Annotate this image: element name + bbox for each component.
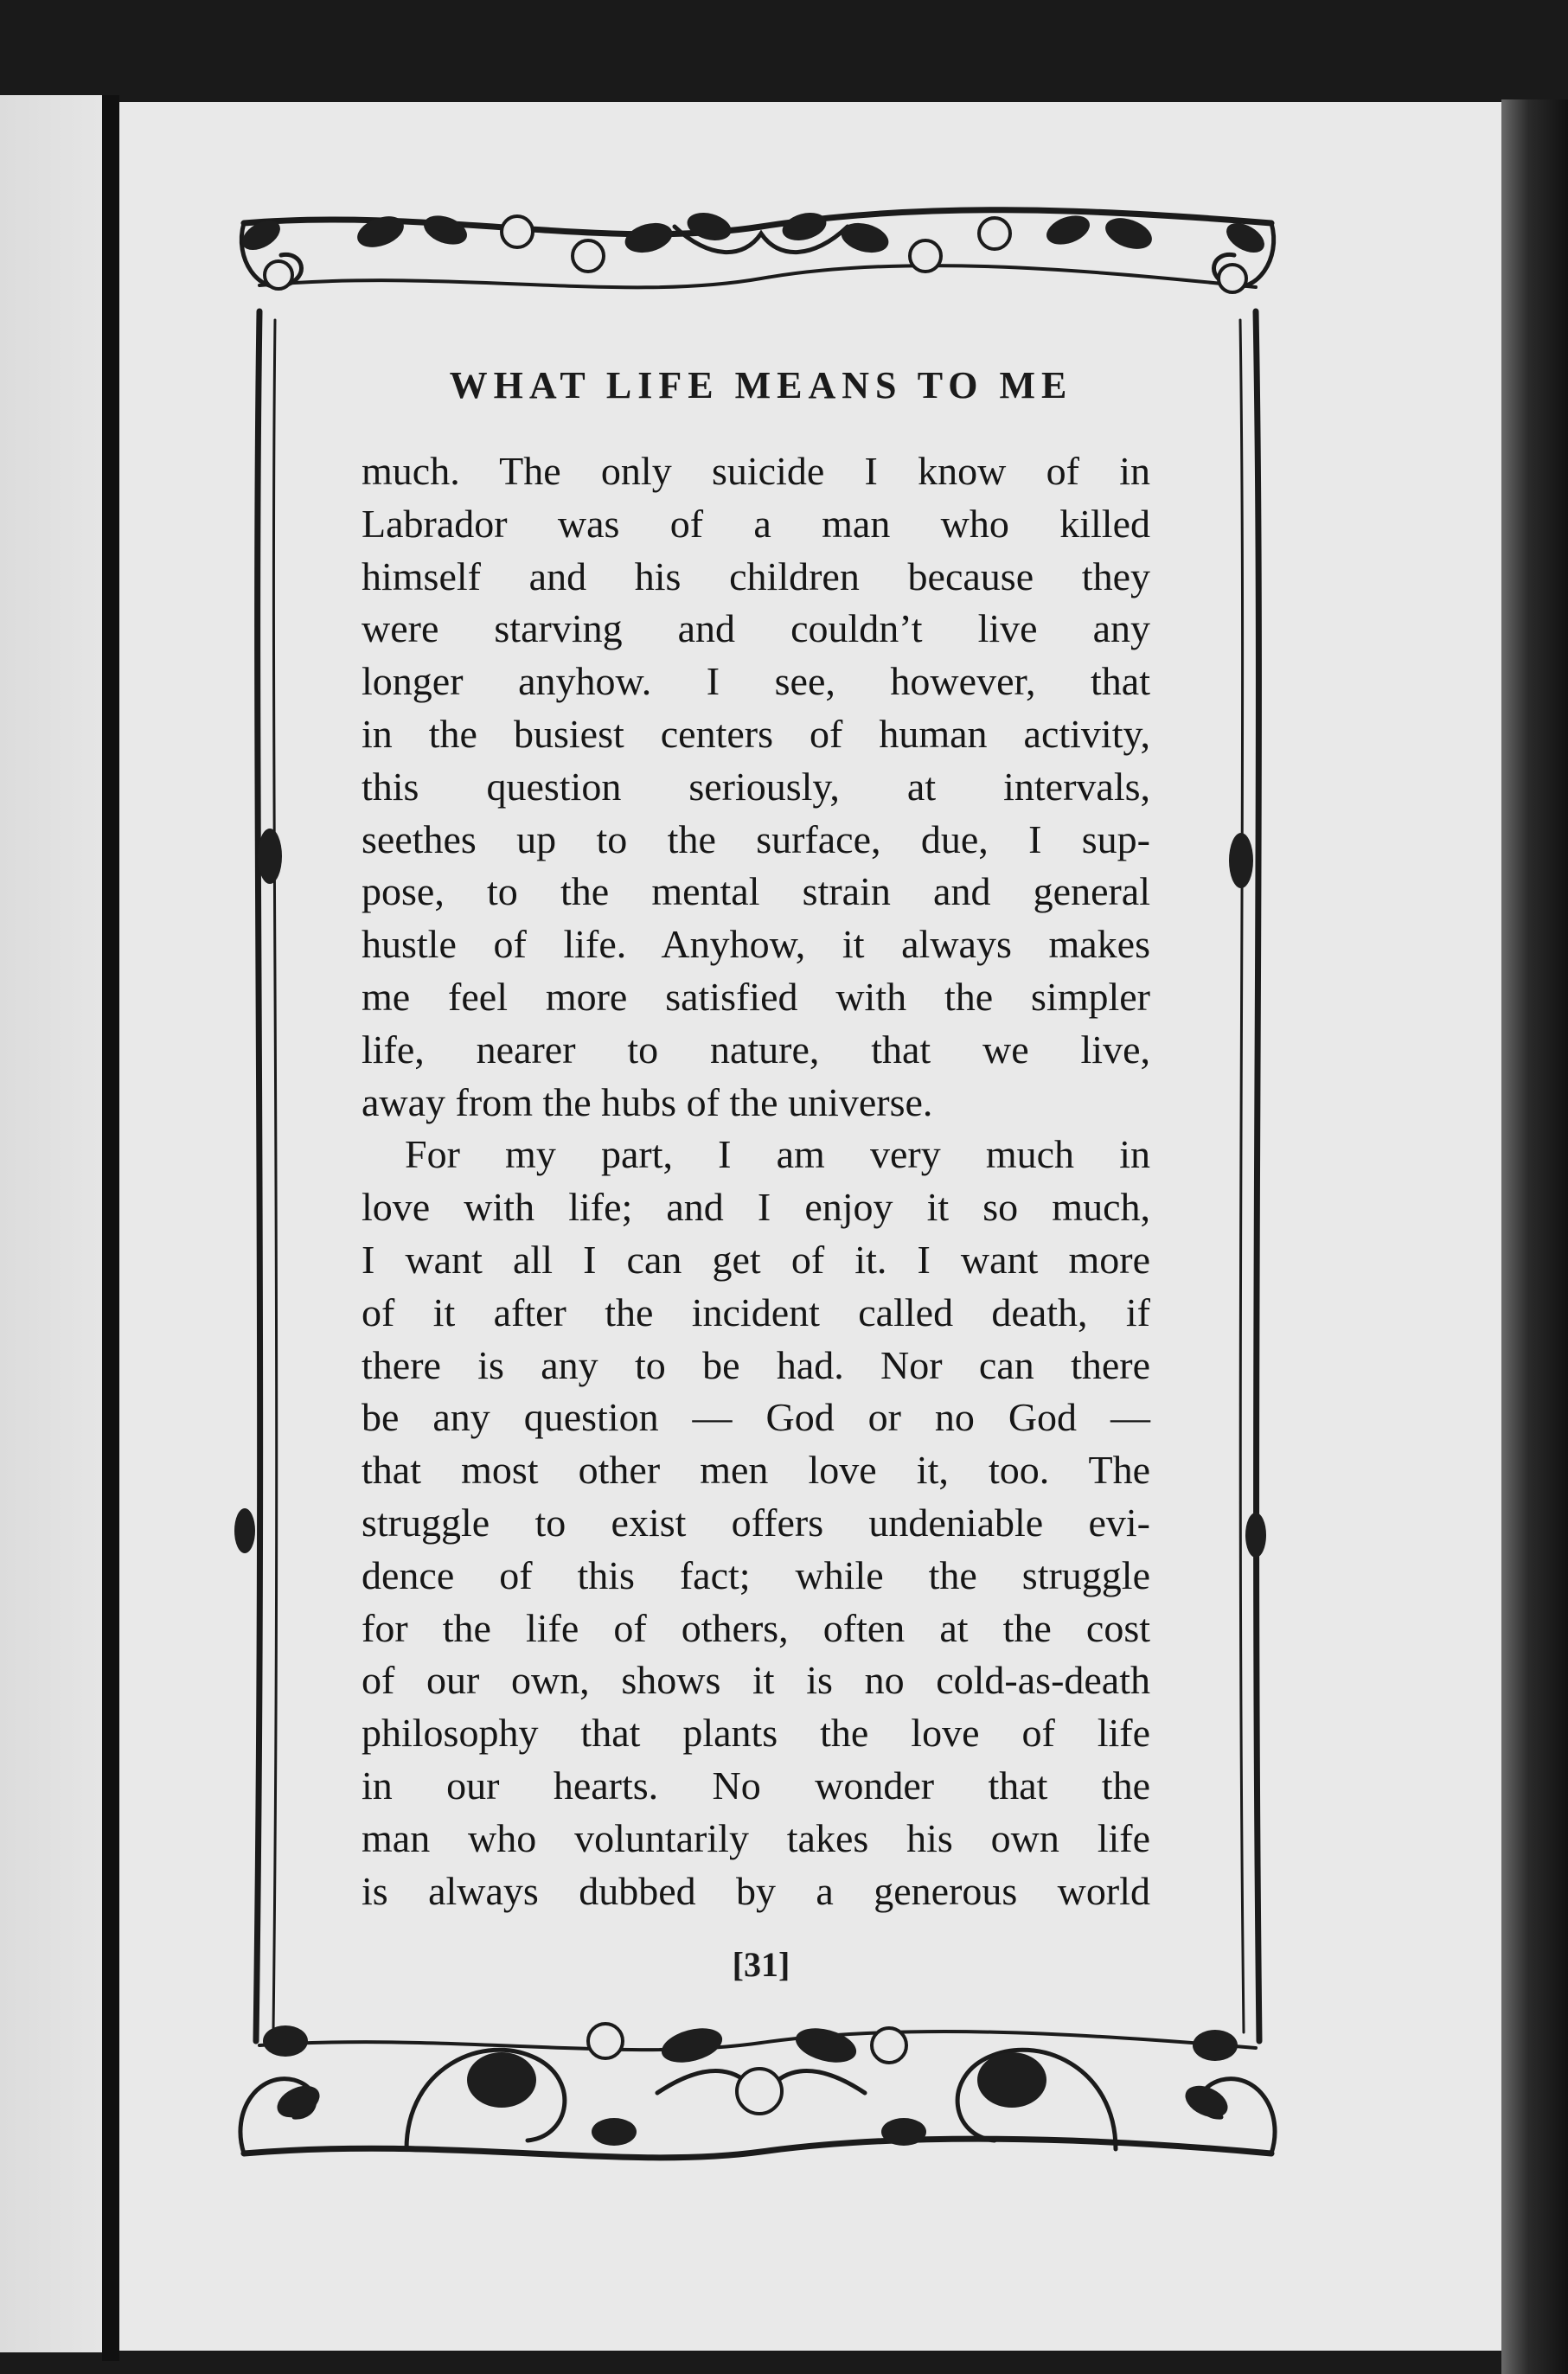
leaf-ornament	[1101, 212, 1156, 254]
text-line: hustle of life. Anyhow, it always makes	[362, 922, 1150, 967]
leaf-ornament	[592, 2118, 637, 2146]
text-line: dence of this fact; while the struggle	[362, 1552, 1150, 1597]
rose-ornament	[573, 240, 604, 272]
text-line: I want all I can get of it. I want more	[362, 1237, 1150, 1282]
text-line: for the life of others, often at the cost	[362, 1605, 1150, 1650]
leaf-ornament	[353, 210, 408, 253]
leaf-ornament	[1193, 2030, 1238, 2061]
leaf-ornament	[838, 218, 892, 257]
leaf-ornament	[263, 2025, 308, 2057]
rose-ornament	[979, 218, 1010, 249]
rose-ornament	[737, 2069, 782, 2114]
text-line: Labrador was of a man who killed	[362, 501, 1150, 546]
text-line: were starving and couldn’t live any	[362, 606, 1150, 651]
rose-ornament	[872, 2028, 906, 2063]
leaf-ornament	[881, 2118, 926, 2146]
top-border-band-inner	[259, 266, 1256, 287]
text-line: in the busiest centers of human activity,	[362, 711, 1150, 756]
body-text	[362, 445, 1150, 1917]
leaf-ornament	[258, 829, 282, 884]
text-line: longer anyhow. I see, however, that	[362, 659, 1150, 704]
text-line: much. The only suicide I know of in	[362, 449, 1150, 493]
text-line: life, nearer to nature, that we live,	[362, 1027, 1150, 1072]
page-number: [31]	[732, 1945, 790, 1984]
text-line: is always dubbed by a generous world	[362, 1868, 1150, 1913]
rose-ornament	[1219, 265, 1246, 292]
rose-ornament	[265, 261, 292, 289]
leaf-ornament	[658, 2022, 726, 2068]
paragraph-start-line: For my part, I am very much in	[405, 1132, 1150, 1177]
left-border-rail-inner	[273, 320, 277, 2032]
leaf-ornament	[234, 1508, 255, 1553]
rose-ornament	[910, 240, 941, 272]
right-border-rail	[1256, 311, 1259, 2041]
bottom-border-band-inner	[259, 2032, 1256, 2050]
text-line: be any question — God or no God —	[362, 1395, 1150, 1440]
paragraph-end-line: away from the hubs of the universe.	[362, 1079, 933, 1124]
right-border-rail-inner	[1240, 320, 1244, 2032]
text-line: that most other men love it, too. The	[362, 1448, 1150, 1493]
leaf-ornament	[419, 210, 470, 250]
text-line: of our own, shows it is no cold-as-death	[362, 1658, 1150, 1703]
text-line: love with life; and I enjoy it so much,	[362, 1185, 1150, 1230]
leaf-ornament	[1042, 210, 1093, 250]
text-line: pose, to the mental strain and general	[362, 869, 1150, 914]
text-line: in our hearts. No wonder that the	[362, 1763, 1150, 1808]
rose-ornament	[588, 2024, 623, 2058]
text-line: himself and his children because they	[362, 554, 1150, 598]
leaf-ornament	[977, 2052, 1046, 2108]
text-line: of it after the incident called death, if	[362, 1289, 1150, 1334]
leaf-ornament	[1229, 833, 1253, 888]
text-line: struggle to exist offers undeniable evi-	[362, 1500, 1150, 1545]
rose-ornament	[502, 216, 533, 247]
text-line: this question seriously, at intervals,	[362, 764, 1150, 809]
running-head: WHAT LIFE MEANS TO ME	[449, 364, 1073, 406]
leaf-ornament	[467, 2052, 536, 2108]
text-line: philosophy that plants the love of life	[362, 1711, 1150, 1756]
leaf-ornament	[779, 208, 829, 245]
text-line: there is any to be had. Nor can there	[362, 1342, 1150, 1387]
leaf-ornament	[792, 2022, 861, 2068]
text-line: seethes up to the surface, due, I sup-	[362, 816, 1150, 861]
text-line: me feel more satisfied with the simpler	[362, 974, 1150, 1019]
left-border-rail	[256, 311, 260, 2041]
text-line: man who voluntarily takes his own life	[362, 1815, 1150, 1860]
leaf-ornament	[1245, 1513, 1266, 1558]
leaf-ornament	[622, 218, 675, 257]
